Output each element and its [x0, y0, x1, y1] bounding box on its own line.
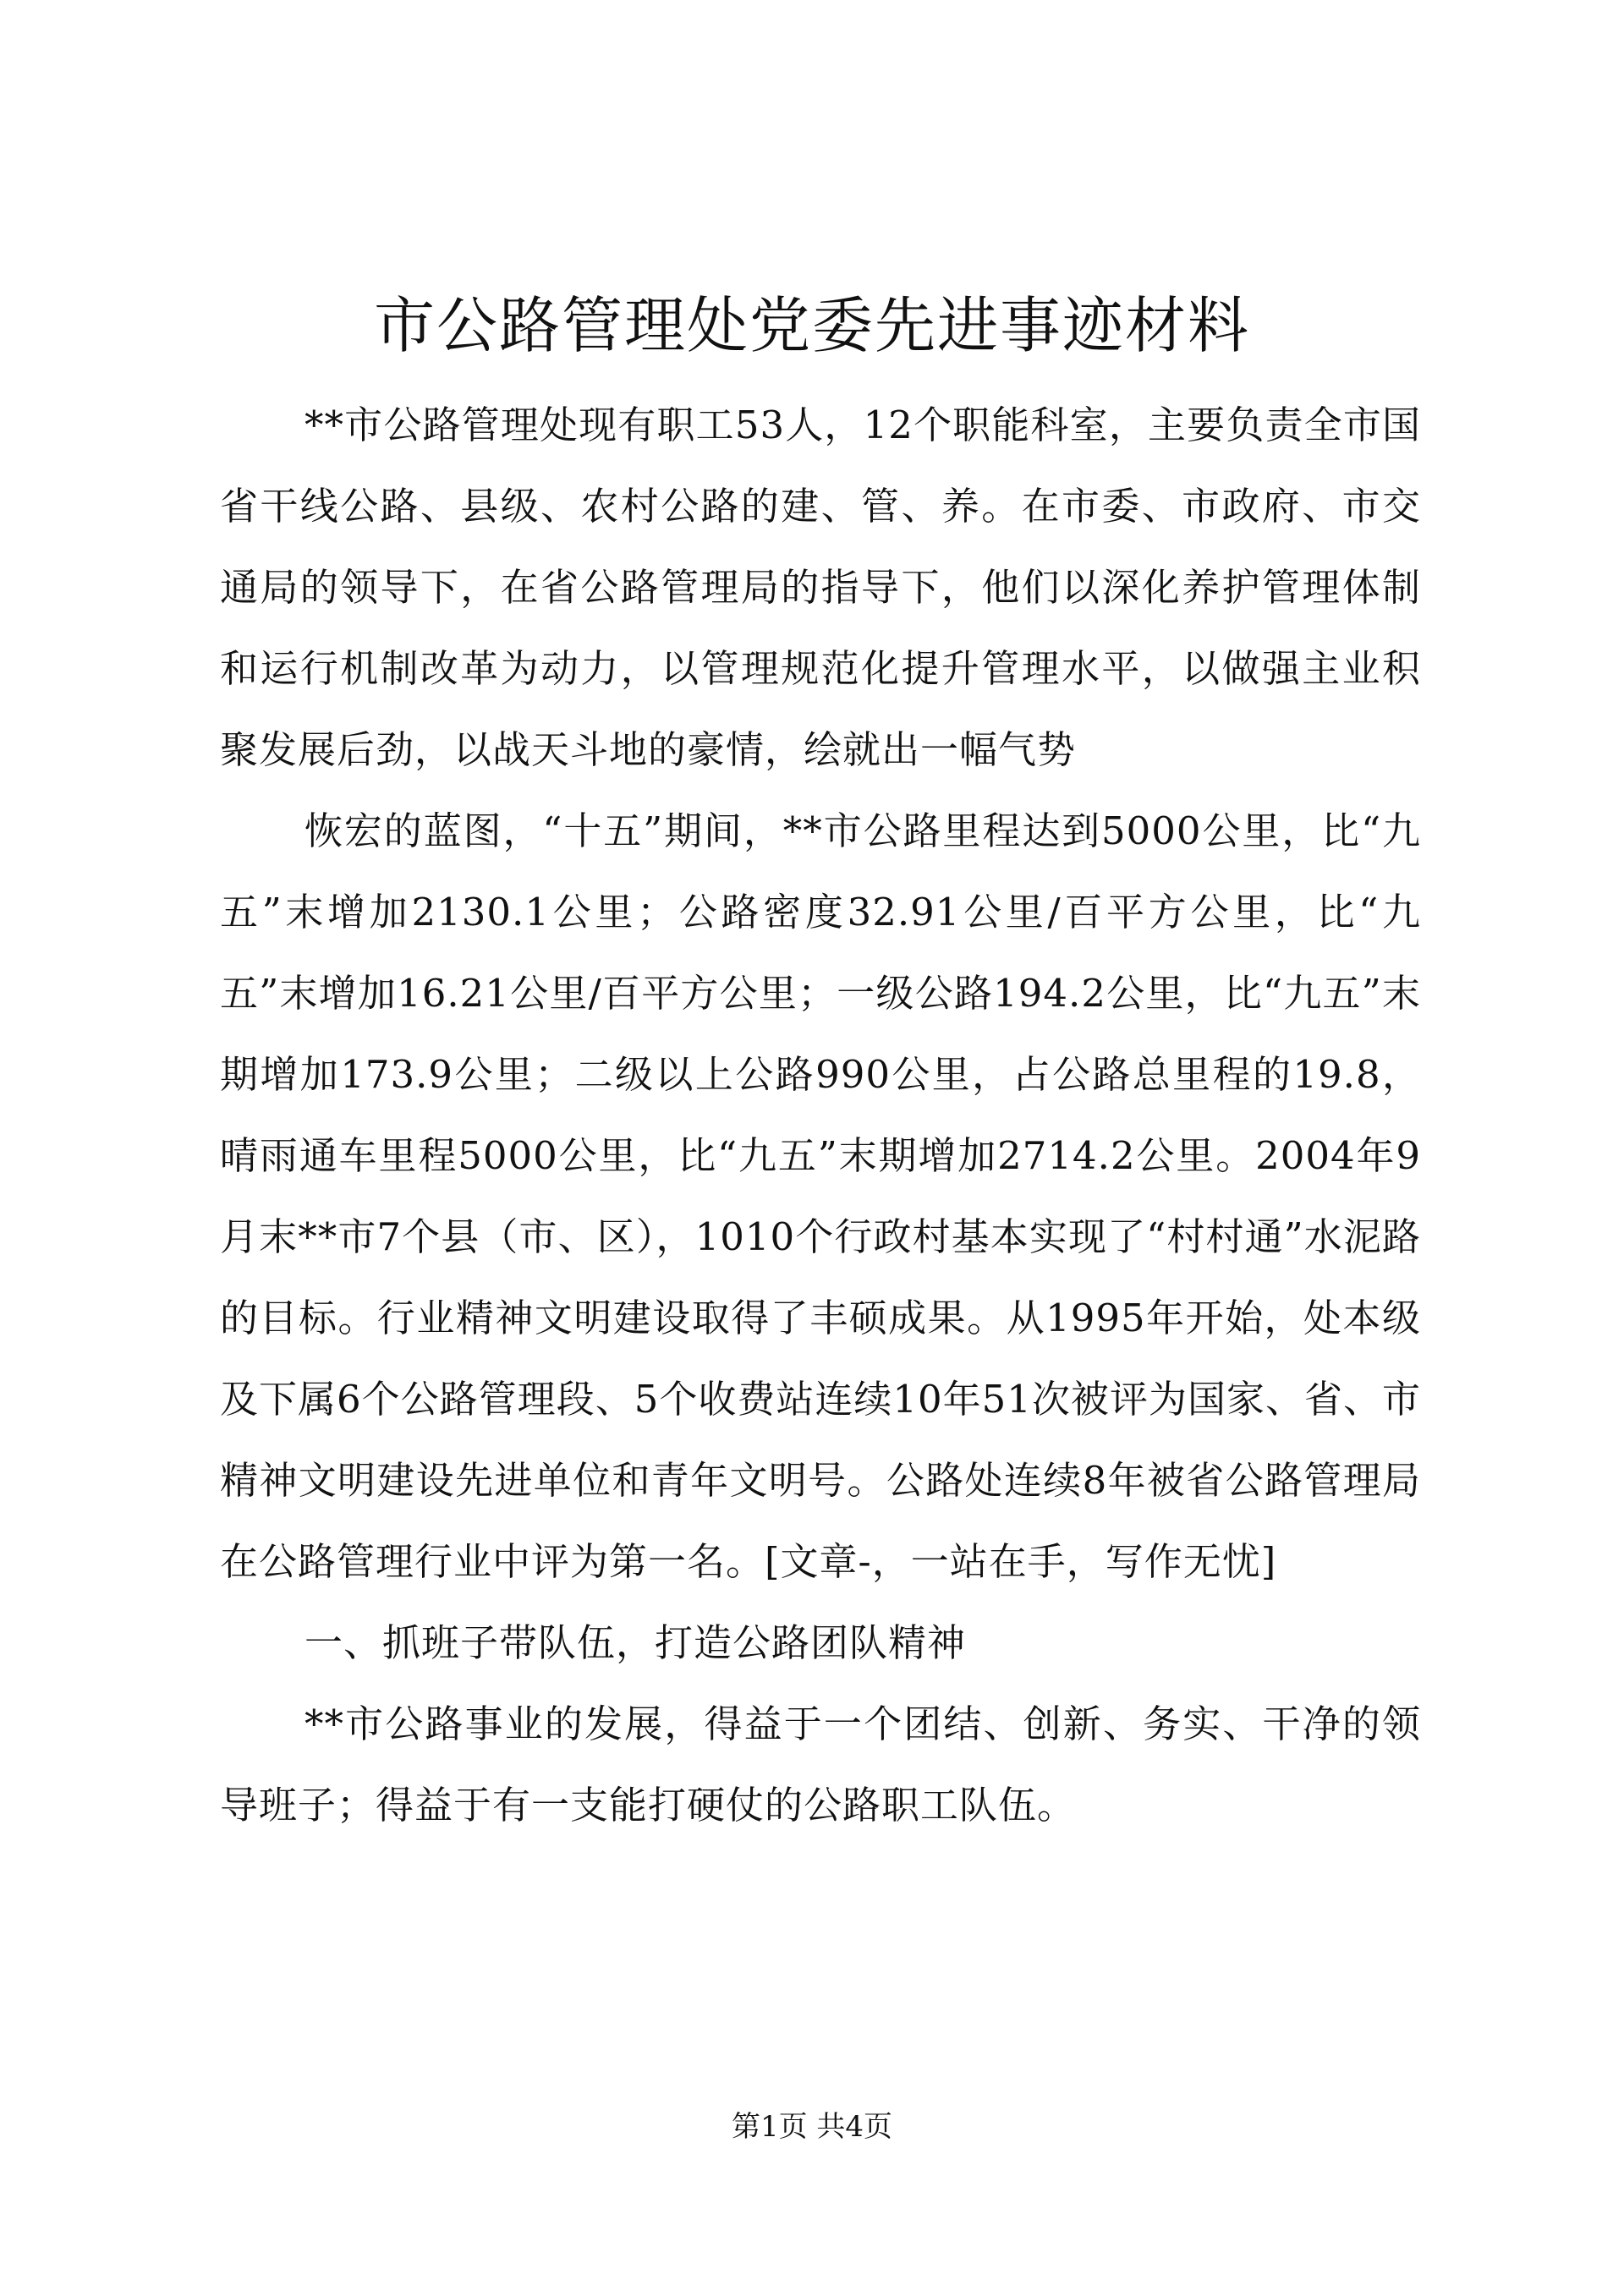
paragraph-leadership: **市公路事业的发展，得益于一个团结、创新、务实、干净的领导班子；得益于有一支能打硬仗的公路职工队伍。 [220, 1701, 1421, 1827]
page-title: 市公路管理处党委先进事迹材料 [373, 290, 1250, 361]
document-body [220, 385, 1421, 1846]
page-number: 第1页 共4页 [731, 2110, 893, 2144]
paragraph-achievements: 恢宏的蓝图，“十五”期间，**市公路里程达到5000公里，比“九五”末增加2130.1公里；公路密度32.91公里/百平方公里，比“九五”末增加16.21公里/百平方公里；一级公路194.2公里，比“九五”末期增加173.9公里；二级以上公路990公里，占公路总里程的19.8，晴雨通车里程5000公里，比“九五”末期增加2714.2公里。2004年9月末**市7个县（市、区），1010个行政村基本实现了“村村通”水泥路的目标。行业精神文明建设取得了丰硕成果。从1995年开始，处本级及下属6个公路管理段、5个收费站连续10年51次被评为国家、省、市精神文明建设先进单位和青年文明号。公路处连续8年被省公路管理局在公路管理行业中评为第一名。[文章-，一站在手，写作无忧] [220, 808, 1421, 1584]
section-heading: 一、抓班子带队伍，打造公路团队精神 [304, 1620, 967, 1665]
paragraph-intro: **市公路管理处现有职工53人，12个职能科室，主要负责全市国省干线公路、县级、农村公路的建、管、养。在市委、市政府、市交通局的领导下，在省公路管理局的指导下，他们以深化养护管理体制和运行机制改革为动力，以管理规范化提升管理水平，以做强主业积聚发展后劲，以战天斗地的豪情，绘就出一幅气势 [220, 403, 1421, 772]
